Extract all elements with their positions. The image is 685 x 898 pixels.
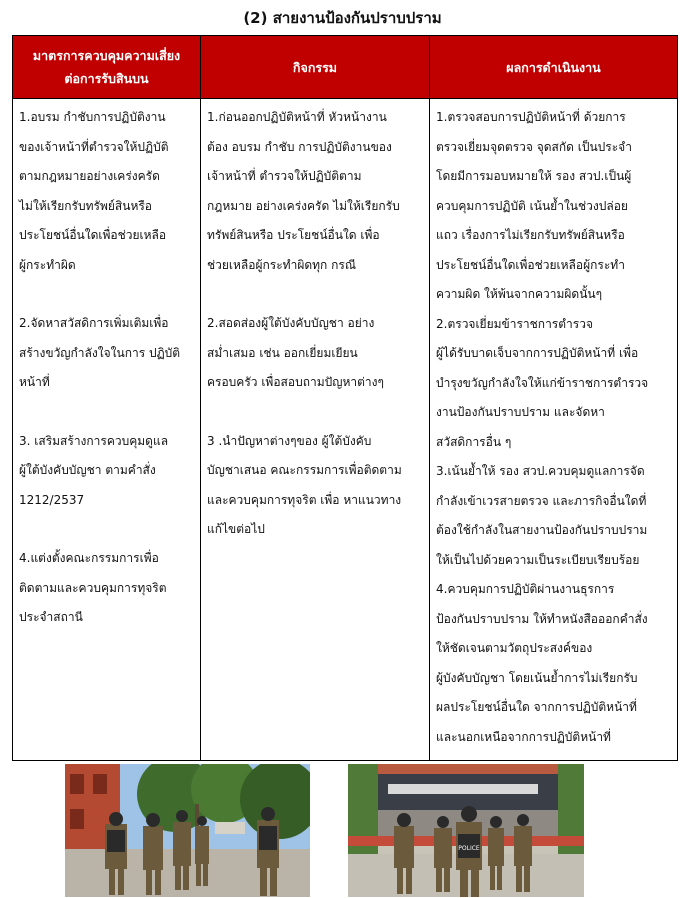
measure-item-1: 1.อบรม กำชับการปฏิบัติงาน ของเจ้าหน้าที่ตำรวจให้ปฏิบัติ ตามกฎหมายอย่างเคร่งครัด ไม่ให้เรียกรับทรัพย์สินหรือ ประโยชน์อื่นใดเพื่อช่วยเหลือ ผู้กระทำผิด	[19, 110, 169, 272]
result-item-2: 2.ตรวจเยี่ยมข้าราชการตำรวจ ผู้ได้รับบาดเจ็บจากการปฏิบัติหน้าที่ เพื่อ บำรุงขวัญกำลังใจให้แก่ข้าราชการตำรวจ งานป้องกันปราบปราม และจัดหา สวัสดิการอื่น ๆ	[436, 316, 649, 449]
header-results: ผลการดำเนินงาน	[430, 36, 678, 99]
table-header-row	[13, 36, 678, 99]
activity-item-1: 1.ก่อนออกปฏิบัติหน้าที่ หัวหน้างาน ต้อง อบรม กำชับ การปฏิบัติงานของ เจ้าหน้าที่ ตำรวจให้ปฏิบัติตาม กฎหมาย อย่างเคร่งครัด ไม่ให้เรียกรับ ทรัพย์สินหรือ ประโยชน์อื่นใด เพื่อ ช่วยเหลือผู้กระทำผิดทุก กรณี	[207, 110, 400, 272]
measure-item-4: 4.แต่งตั้งคณะกรรมการเพื่อ ติดตามและควบคุมการทุจริต ประจำสถานี	[19, 551, 167, 624]
measure-item-3: 3. เสริมสร้างการควบคุมดูแล ผู้ใต้บังคับบัญชา ตามคำสั่ง 1212/2537	[19, 433, 169, 507]
activities-cell	[201, 99, 430, 761]
results-cell	[430, 99, 678, 761]
photo-officers-outdoor	[65, 764, 310, 897]
measures-cell	[13, 99, 201, 761]
result-item-3: 3.เน้นย้ำให้ รอง สวป.ควบคุมดูแลการจัด กำลังเข้าเวรสายตรวจ และภารกิจอื่นใดที่ ต้องใช้กำลังในสายงานป้องกันปราบปราม ให้เป็นไปด้วยความเป็นระเบียบเรียบร้อย	[436, 464, 648, 567]
photo-officers-station	[348, 764, 584, 897]
vest-police-text: POLICE	[458, 845, 480, 852]
result-item-1: 1.ตรวจสอบการปฏิบัติหน้าที่ ด้วยการ ตรวจเยี่ยมจุดตรวจ จุดสกัด เป็นประจำ โดยมีการมอบหมายให้ รอง สวป.เป็นผู้ ควบคุมการปฏิบัติ เน้นย้ำในช่วงปล่อย แถว เรื่องการไม่เรียกรับทรัพย์สินหรือ ประโยชน์อื่นใดเพื่อช่วยเหลือผู้กระทำ ความผิด ให้พ้นจากความผิดนั้นๆ	[436, 110, 632, 301]
header-activities: กิจกรรม	[201, 36, 430, 99]
measure-item-2: 2.จัดหาสวัสดิการเพิ่มเติมเพื่อ สร้างขวัญกำลังใจในการ ปฏิบัติ หน้าที่	[19, 316, 181, 389]
risk-measures-table	[12, 35, 678, 761]
header-measures: มาตรการควบคุมความเสี่ยง ต่อการรับสินบน	[13, 36, 201, 99]
activity-item-3: 3 .นำปัญหาต่างๆของ ผู้ใต้บังคับ บัญชาเสนอ คณะกรรมการเพื่อติดตาม และควบคุมการทุจริต เพื่อ หาแนวทาง แก้ไขต่อไป	[207, 433, 402, 536]
result-item-4: 4.ควบคุมการปฏิบัติผ่านงานธุรการ ป้องกันปราบปราม ให้ทำหนังสือออกคำสั่ง ให้ชัดเจนตามวัตถุประสงค์ของ ผู้บังคับบัญชา โดยเน้นย้ำการไม่เรียกรับ ผลประโยชน์อื่นใด จากการปฏิบัติหน้าที่ และนอกเหนือจากการปฏิบัติหน้าที่	[436, 582, 648, 744]
page-title: (2) สายงานป้องกันปราบปราม	[243, 9, 442, 27]
activity-item-2: 2.สอดส่องผู้ใต้บังคับบัญชา อย่าง สม่ำเสมอ เช่น ออกเยี่ยมเยียน ครอบครัว เพื่อสอบถามปัญหาต่างๆ	[207, 316, 384, 389]
table-row	[13, 99, 678, 761]
